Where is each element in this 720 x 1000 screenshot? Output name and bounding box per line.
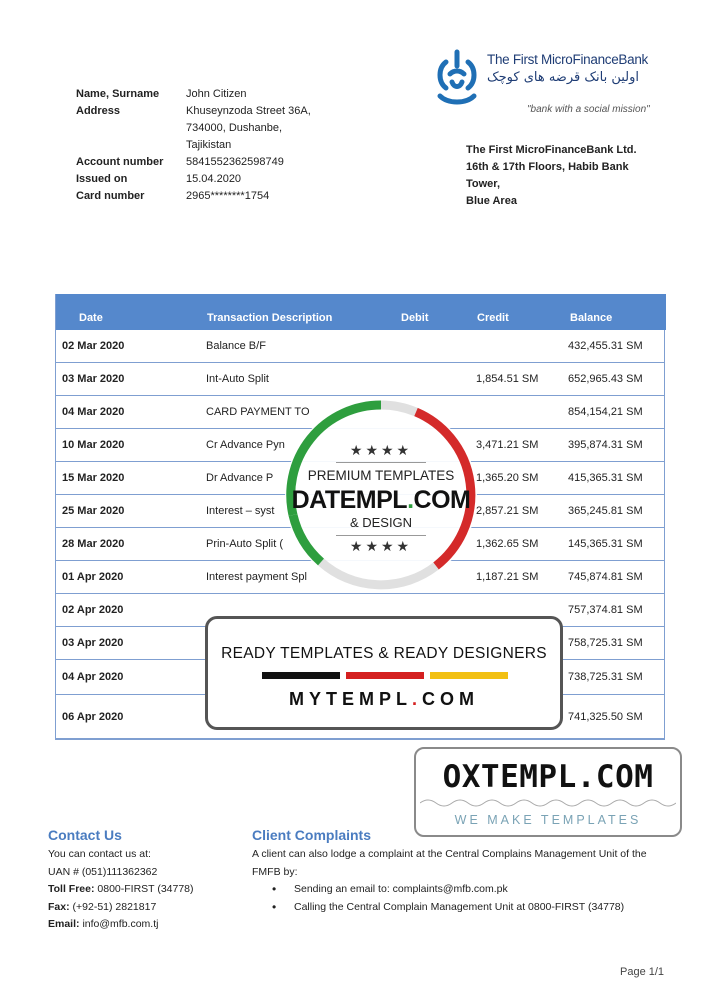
stamp-brand: DATEMPL.COM	[291, 486, 471, 514]
cell-date: 03 Apr 2020	[62, 637, 124, 649]
stamp-premium: PREMIUM TEMPLATES	[307, 468, 455, 483]
flag-bar-gold	[430, 672, 508, 679]
flag-bar-red	[346, 672, 424, 679]
cell-date: 28 Mar 2020	[62, 538, 125, 550]
contact-email: Email: info@mfb.com.tj	[48, 918, 159, 930]
cell-date: 06 Apr 2020	[62, 710, 124, 723]
page-number: Page 1/1	[620, 966, 665, 978]
cell-balance: 432,455.31 SM	[568, 340, 643, 352]
contact-intro: You can contact us at:	[48, 848, 151, 860]
stamp-divider	[336, 535, 426, 536]
cell-date: 02 Apr 2020	[62, 604, 124, 616]
info-label: Issued on	[76, 173, 128, 185]
cell-balance: 758,725.31 SM	[568, 637, 643, 649]
watermark-stamp	[276, 390, 486, 600]
info-row-card	[76, 188, 336, 205]
ready-templates-banner	[205, 616, 563, 730]
cell-balance: 652,965.43 SM	[568, 373, 643, 385]
info-value: Khuseynzoda Street 36A, 734000, Dushanbe, Tajikistan	[186, 105, 311, 151]
cell-balance: 757,374.81 SM	[568, 604, 643, 616]
cell-credit: 1,187.21 SM	[476, 571, 539, 583]
contact-toll-free: Toll Free: 0800-FIRST (34778)	[48, 883, 194, 895]
cell-description: Int-Auto Split	[206, 373, 269, 385]
info-label: Card number	[76, 190, 145, 202]
info-label: Account number	[76, 156, 164, 168]
cell-date: 15 Mar 2020	[62, 472, 125, 484]
bank-logo	[430, 46, 670, 124]
cell-credit: 3,471.21 SM	[476, 439, 539, 451]
contact-uan: UAN # (051)111362362	[48, 865, 158, 878]
cell-balance: 854,154,21 SM	[568, 406, 643, 418]
stamp-stars-top: ★★★★	[349, 442, 413, 458]
complaints-section	[252, 826, 672, 916]
cell-balance: 365,245.81 SM	[568, 505, 643, 517]
cell-date: 02 Mar 2020	[62, 340, 125, 352]
info-value: John Citizen	[186, 88, 247, 100]
cell-date: 03 Mar 2020	[62, 373, 125, 385]
cell-credit: 1,365.20 SM	[476, 472, 539, 484]
flag-bar-black	[262, 672, 340, 679]
cell-description: Interest – syst	[206, 505, 275, 517]
oxtempl-tagline: WE MAKE TEMPLATES	[454, 813, 642, 827]
header-balance: Balance	[570, 312, 613, 324]
cell-balance: 415,365.31 SM	[568, 472, 643, 484]
info-value: 2965********1754	[186, 190, 270, 202]
bank-address-line1: 16th & 17th Floors, Habib Bank Tower,	[466, 161, 629, 190]
table-row	[56, 330, 664, 363]
header-description: Transaction Description	[207, 312, 333, 324]
oxtempl-brand: OXTEMPL.COM	[442, 759, 654, 795]
complaints-intro: A client can also lodge a complaint at the Central Complains Management Unit of the FMFB by:	[252, 848, 647, 878]
bank-logo-urdu: اولین بانک قرضه های کوچک	[487, 70, 639, 85]
cell-balance: 741,325.50 SM	[568, 710, 643, 723]
cell-balance: 145,365.31 SM	[568, 538, 643, 550]
cell-balance: 745,874.81 SM	[568, 571, 643, 583]
info-value: 15.04.2020	[186, 173, 242, 185]
cell-date: 10 Mar 2020	[62, 439, 125, 451]
bank-address	[466, 142, 656, 210]
contact-heading: Contact Us	[48, 827, 122, 843]
cell-description: Dr Advance P	[206, 472, 274, 484]
cell-description: Prin-Auto Split (	[206, 538, 284, 550]
info-label: Address	[76, 105, 121, 117]
wave-decoration-icon	[420, 797, 676, 809]
cell-credit: 1,362.65 SM	[476, 538, 539, 550]
cell-description: Interest payment Spl	[206, 571, 307, 583]
bank-logo-icon	[432, 48, 482, 110]
complaints-item: • Sending an email to: complaints@mfb.com.pk	[270, 881, 672, 899]
info-row-issued	[76, 171, 336, 188]
bank-address-line2: Blue Area	[466, 195, 517, 207]
cell-description: Cr Advance Pyn	[206, 439, 285, 451]
header-credit: Credit	[477, 312, 509, 324]
header-debit: Debit	[401, 312, 429, 324]
cell-credit: 1,854.51 SM	[476, 373, 539, 385]
info-value: 5841552362598749	[186, 156, 284, 168]
cell-description: CARD PAYMENT TO	[206, 406, 310, 418]
cell-date: 25 Mar 2020	[62, 505, 125, 517]
ready-banner-title: READY TEMPLATES & READY DESIGNERS	[221, 645, 547, 662]
table-header	[56, 294, 666, 330]
cell-balance: 738,725.31 SM	[568, 671, 643, 683]
header-date: Date	[79, 312, 103, 324]
cell-date: 04 Apr 2020	[62, 671, 124, 683]
complaints-item: • Calling the Central Complain Management Unit at 0800-FIRST (34778)	[270, 899, 672, 917]
info-row-address	[76, 103, 336, 154]
stamp-text	[276, 390, 486, 600]
bank-logo-tagline: "bank with a social mission"	[527, 104, 650, 115]
customer-info	[76, 86, 336, 205]
stamp-design: & DESIGN	[349, 515, 413, 530]
contact-section	[48, 826, 248, 934]
stamp-stars-bottom: ★★★★	[349, 538, 413, 554]
ready-banner-brand: MYTEMPL.COM	[288, 689, 479, 709]
cell-date: 01 Apr 2020	[62, 571, 124, 583]
info-row-name	[76, 86, 336, 103]
bank-logo-name: The First MicroFinanceBank	[487, 52, 649, 67]
contact-email-link[interactable]: info@mfb.com.tj	[82, 918, 159, 930]
complaints-heading: Client Complaints	[252, 827, 372, 843]
oxtempl-banner	[414, 747, 682, 837]
info-label: Name, Surname	[76, 88, 160, 100]
cell-description: Balance B/F	[206, 340, 266, 352]
info-row-account	[76, 154, 336, 171]
stamp-divider	[336, 462, 426, 463]
cell-balance: 395,874.31 SM	[568, 439, 643, 451]
bank-address-name: The First MicroFinanceBank Ltd.	[466, 144, 637, 156]
cell-date: 04 Mar 2020	[62, 406, 125, 418]
contact-fax: Fax: (+92-51) 2821817	[48, 900, 157, 913]
complaints-list	[270, 881, 672, 916]
cell-credit: 2,857.21 SM	[476, 505, 539, 517]
